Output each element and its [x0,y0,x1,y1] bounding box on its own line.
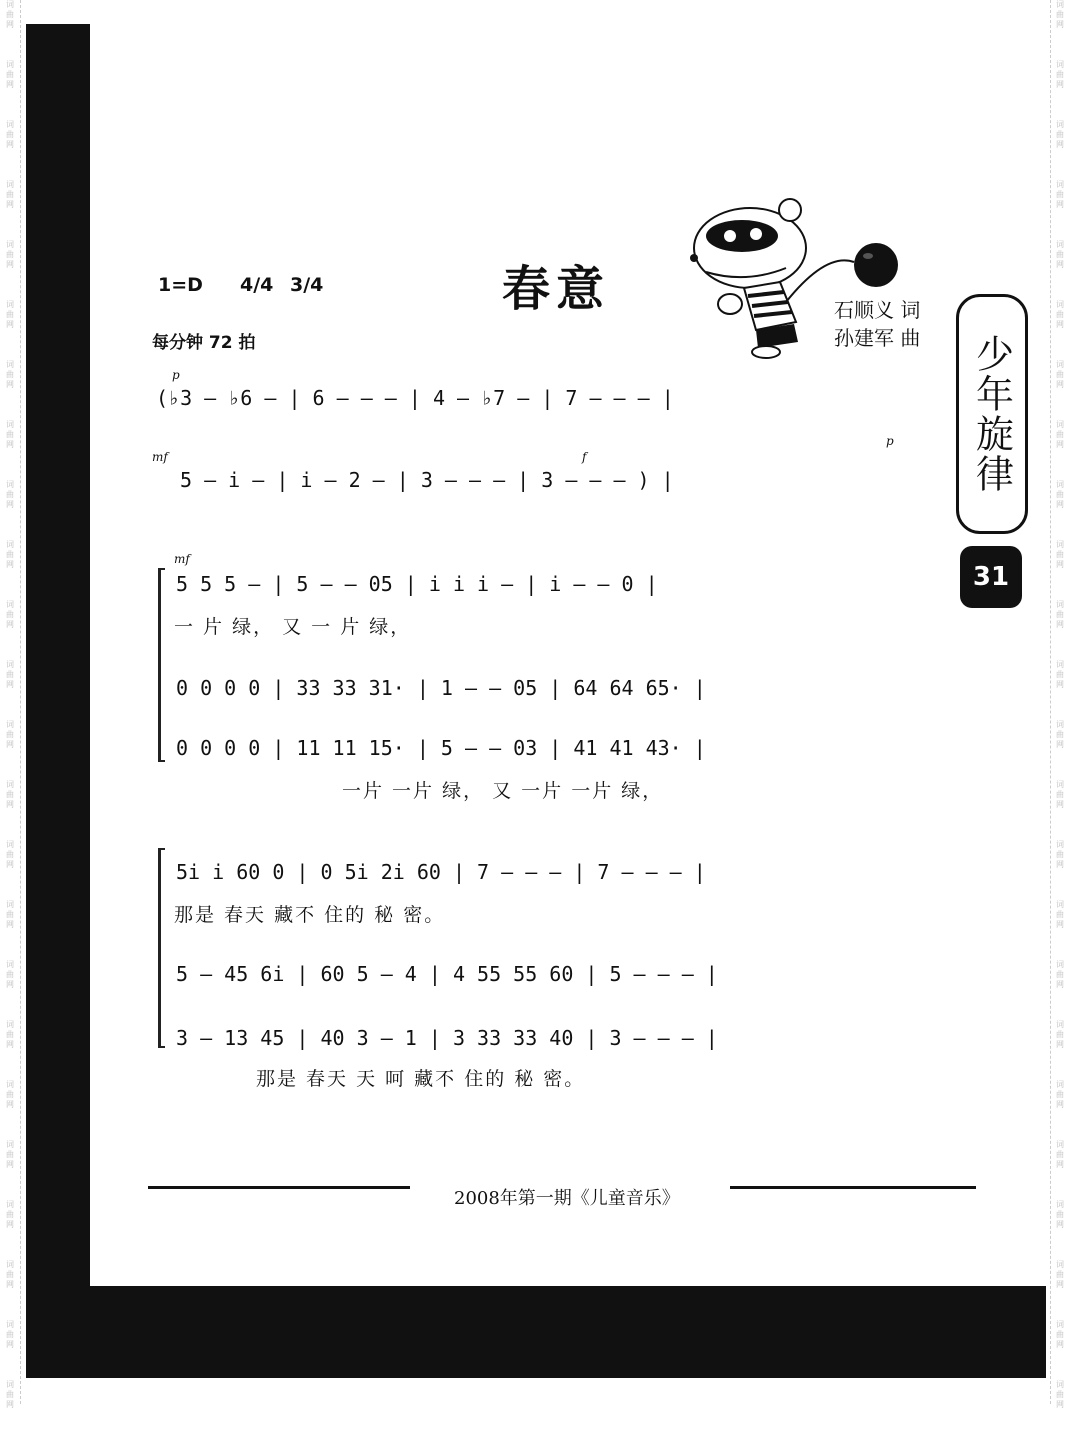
section-tab [956,294,1028,534]
system-1-voice-3: 0 0 0 0 | 11 11 15· | 5 – – 03 | 41 41 43· | [176,736,706,760]
song-title: 春意 [502,261,611,317]
watermark-text: 词 曲 网 [6,1380,14,1409]
footer-rule-left [148,1186,410,1189]
watermark-text: 词 曲 网 [6,1020,14,1049]
watermark-text: 词 曲 网 [1056,540,1064,569]
system-2-voice-1: 5i i 60 0 | 0 5i 2i 60 | 7 – – – | 7 – – – | [176,860,706,884]
composer-credit: 孙建军 曲 [834,326,921,350]
watermark-text: 词 曲 网 [1056,660,1064,689]
dynamic-mf-intro: mf [152,450,168,464]
watermark-text: 词 曲 网 [1056,960,1064,989]
watermark-text: 词 曲 网 [6,1260,14,1289]
system-2-lyric-2: 那是 春天 天 呵 藏不 住的 秘 密。 [256,1068,586,1090]
watermark-text: 词 曲 网 [1056,1200,1064,1229]
watermark-text: 词 曲 网 [6,960,14,989]
system-2-voice-2: 5 – 45 6i | 60 5 – 4 | 4 55 55 60 | 5 – – – | [176,962,718,986]
watermark-text: 词 曲 网 [6,0,14,29]
dynamic-f-intro: f [582,450,587,464]
watermark-text: 词 曲 网 [6,660,14,689]
system-1-brace [158,568,165,762]
watermark-text: 词 曲 网 [1056,240,1064,269]
score-page [90,24,1046,1286]
watermark-text: 词 曲 网 [6,120,14,149]
watermark-text: 词 曲 网 [1056,1380,1064,1409]
watermark-text: 词 曲 网 [6,1140,14,1169]
watermark-text: 词 曲 网 [1056,1140,1064,1169]
time-signature-1: 4/4 [240,274,274,296]
system-1-lyric-1: 一 片 绿， 又 一 片 绿， [174,616,412,638]
system-2-brace [158,848,165,1048]
dynamic-mf-system1: mf [174,552,190,566]
watermark-text: 词 曲 网 [6,1080,14,1109]
system-1-voice-2: 0 0 0 0 | 33 33 31· | 1 – – 05 | 64 64 65· | [176,676,706,700]
watermark-text: 词 曲 网 [6,240,14,269]
time-signature-2: 3/4 [290,274,324,296]
watermark-text: 词 曲 网 [6,180,14,209]
system-1-lyric-2: 一片 一片 绿， 又 一片 一片 绿， [342,780,664,802]
system-2-lyric-1: 那是 春天 藏不 住的 秘 密。 [174,904,446,926]
watermark-text: 词 曲 网 [6,300,14,329]
watermark-text: 词 曲 网 [1056,1080,1064,1109]
watermark-text: 词 曲 网 [1056,1020,1064,1049]
watermark-text: 词 曲 网 [6,720,14,749]
watermark-text: 词 曲 网 [1056,780,1064,809]
watermark-text: 词 曲 网 [1056,300,1064,329]
scan-shadow-bottom [26,1286,1046,1378]
watermark-text: 词 曲 网 [1056,720,1064,749]
watermark-text: 词 曲 网 [1056,840,1064,869]
tempo-marking: 每分钟 72 拍 [152,333,256,353]
bear-illustration [686,192,856,360]
watermark-text: 词 曲 网 [6,360,14,389]
watermark-text: 词 曲 网 [1056,1320,1064,1349]
watermark-text: 词 曲 网 [1056,120,1064,149]
watermark-text: 词 曲 网 [6,840,14,869]
watermark-text: 词 曲 网 [1056,0,1064,29]
watermark-text: 词 曲 网 [1056,60,1064,89]
watermark-text: 词 曲 网 [1056,180,1064,209]
dynamic-p-intro-end: p [886,434,894,448]
watermark-text: 词 曲 网 [6,1200,14,1229]
lyricist-credit: 石顺义 词 [834,298,921,322]
watermark-text: 词 曲 网 [1056,480,1064,509]
key-signature: 1=D [158,274,203,296]
watermark-text: 词 曲 网 [1056,360,1064,389]
watermark-text: 词 曲 网 [1056,1260,1064,1289]
watermark-text: 词 曲 网 [6,60,14,89]
watermark-strip-right [1052,0,1068,1409]
watermark-text: 词 曲 网 [6,1320,14,1349]
watermark-text: 词 曲 网 [6,780,14,809]
watermark-text: 词 曲 网 [1056,600,1064,629]
time-signatures [240,274,323,296]
watermark-strip-left [2,0,18,1409]
ball-illustration [850,240,902,290]
section-tab-label: 少年旋律 [969,334,1014,494]
intro-line-2: 5 – i – | i – 2 – | 3 – – – | 3 – – – ) | [180,468,674,492]
watermark-text: 词 曲 网 [1056,420,1064,449]
scan-edge-left [20,0,21,1404]
dynamic-p-intro: p [172,368,180,382]
footer-rule-right [730,1186,976,1189]
watermark-text: 词 曲 网 [6,540,14,569]
page-number-badge: 31 [960,546,1022,608]
footer-source: 2008年第一期《儿童音乐》 [454,1188,680,1209]
watermark-text: 词 曲 网 [6,900,14,929]
watermark-text: 词 曲 网 [6,600,14,629]
system-2-voice-3: 3 – 13 45 | 40 3 – 1 | 3 33 33 40 | 3 – – – | [176,1026,718,1050]
scan-edge-right [1050,0,1051,1404]
system-1-voice-1: 5 5 5 – | 5 – – 05 | i i i – | i – – 0 | [176,572,658,596]
intro-line-1: (♭3 – ♭6 – | 6 – – – | 4 – ♭7 – | 7 – – – | [156,386,674,410]
watermark-text: 词 曲 网 [1056,900,1064,929]
scan-shadow-left [26,24,90,1286]
watermark-text: 词 曲 网 [6,480,14,509]
watermark-text: 词 曲 网 [6,420,14,449]
